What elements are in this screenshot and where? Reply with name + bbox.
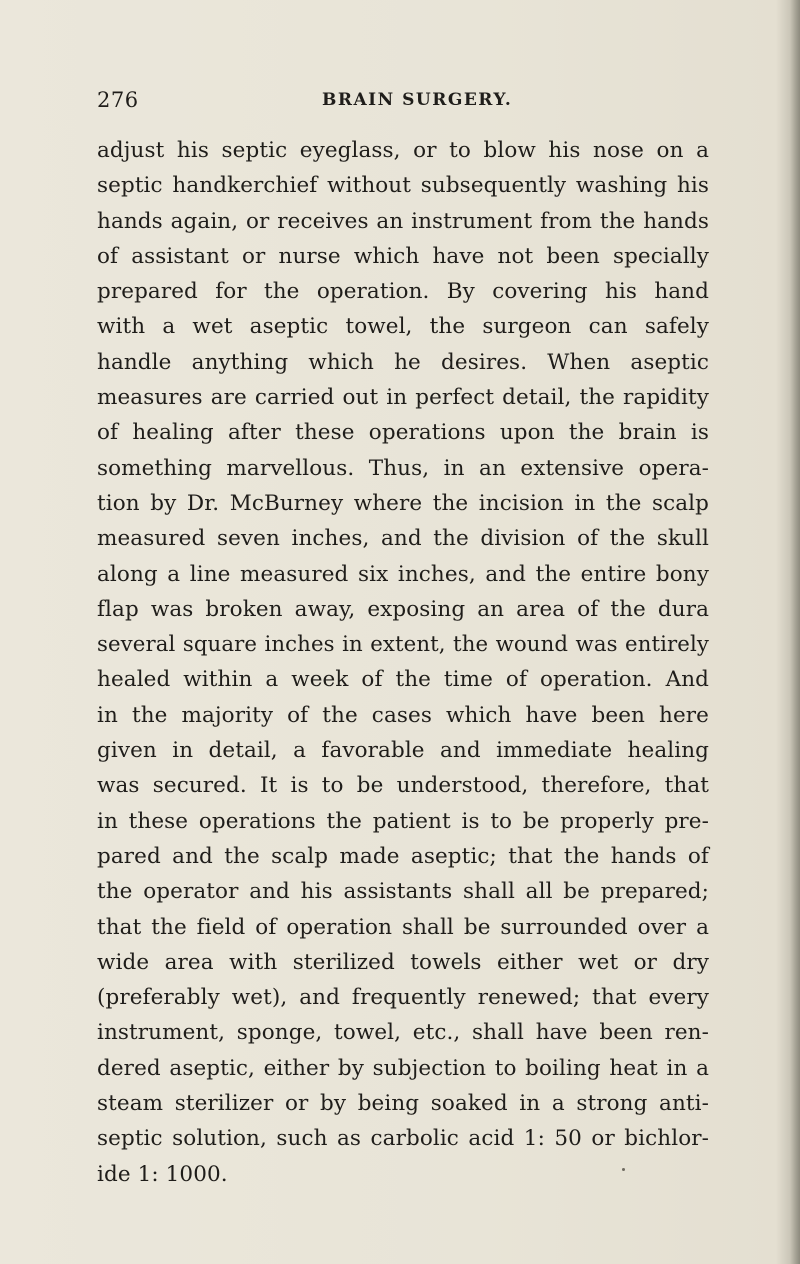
- text-line: the operator and his assistants shall all be prepared;: [97, 879, 709, 905]
- text-line: several square inches in extent, the wound was entirely: [97, 632, 709, 658]
- text-line: steam sterilizer or by being soaked in a strong anti-: [97, 1091, 709, 1117]
- text-line: instrument, sponge, towel, etc., shall have been ren-: [97, 1020, 709, 1046]
- text-line: (preferably wet), and frequently renewed; that every: [97, 985, 709, 1011]
- text-line: hands again, or receives an instrument from the hands: [97, 208, 709, 234]
- text-line: handle anything which he desires. When aseptic: [97, 349, 709, 375]
- text-line: septic handkerchief without subsequently washing his: [97, 173, 709, 199]
- text-line: in these operations the patient is to be properly pre-: [97, 808, 709, 834]
- page-number: 276: [97, 88, 139, 112]
- page-edge-shadow: [790, 0, 800, 1264]
- running-title: BRAIN SURGERY.: [322, 90, 513, 110]
- text-line: measures are carried out in perfect detail, the rapidity: [97, 385, 709, 411]
- text-line: in the majority of the cases which have been here: [97, 702, 709, 728]
- text-line: of assistant or nurse which have not been specially: [97, 243, 709, 269]
- text-line-last: ide 1: 1000.: [97, 1161, 228, 1187]
- text-line: wide area with sterilized towels either wet or dry: [97, 949, 709, 975]
- text-line: that the field of operation shall be surrounded over a: [97, 914, 709, 940]
- text-line: adjust his septic eyeglass, or to blow his nose on a: [97, 138, 709, 163]
- text-line: something marvellous. Thus, in an extensive opera-: [97, 455, 709, 481]
- text-line: pared and the scalp made aseptic; that the hands of: [97, 843, 709, 869]
- body-text: [97, 133, 709, 1192]
- text-line: along a line measured six inches, and the entire bony: [97, 561, 709, 587]
- text-line: given in detail, a favorable and immediate healing: [97, 738, 709, 764]
- text-line: healed within a week of the time of operation. And: [97, 667, 709, 693]
- paper-speck: [622, 1168, 625, 1171]
- text-line: of healing after these operations upon the brain is: [97, 420, 709, 446]
- text-line: was secured. It is to be understood, therefore, that: [97, 773, 709, 799]
- running-head: [97, 88, 707, 116]
- text-line: prepared for the operation. By covering his hand: [97, 279, 709, 305]
- text-line: flap was broken away, exposing an area of the dura: [97, 596, 709, 622]
- text-line: septic solution, such as carbolic acid 1: 50 or bichlor-: [97, 1126, 709, 1152]
- text-line: tion by Dr. McBurney where the incision in the scalp: [97, 490, 709, 516]
- text-line: measured seven inches, and the division of the skull: [97, 526, 709, 552]
- text-line: dered aseptic, either by subjection to boiling heat in a: [97, 1055, 709, 1081]
- text-line: with a wet aseptic towel, the surgeon can safely: [97, 314, 709, 340]
